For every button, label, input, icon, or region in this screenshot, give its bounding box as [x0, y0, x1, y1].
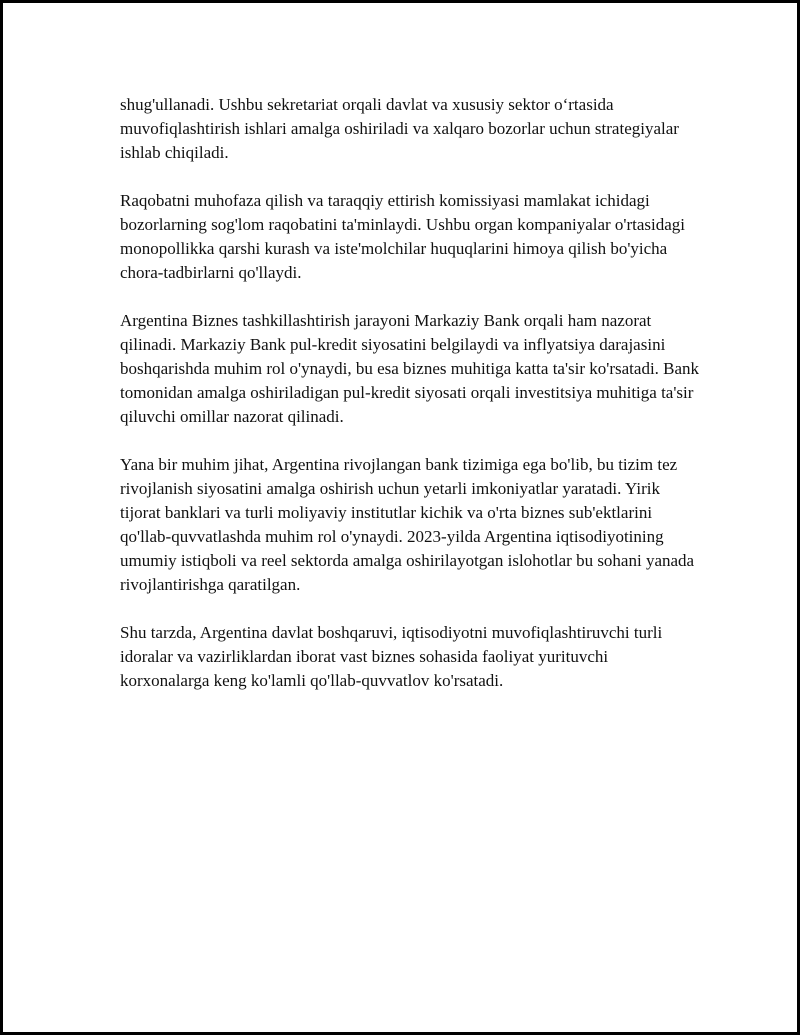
document-body [120, 93, 700, 693]
paragraph-central-bank: Argentina Biznes tashkillashtirish jarayoni Markaziy Bank orqali ham nazorat qilinadi. Markaziy Bank pul-kredit siyosatini belgilaydi va inflyatsiya darajasini boshqarishda muhim rol o'ynaydi, bu esa biznes muhitiga katta ta'sir ko'rsatadi. Bank tomonidan amalga oshiriladigan pul-kredit siyosati orqali investitsiya muhitiga ta'sir qiluvchi omillar nazorat qilinadi. [120, 311, 700, 426]
paragraph-banking-system: Yana bir muhim jihat, Argentina rivojlangan bank tizimiga ega bo'lib, bu tizim tez rivojlanish siyosatini amalga oshirish uchun yetarli imkoniyatlar yaratadi. Yirik tijorat banklari va turli moliyaviy institutlar kichik va o'rta biznes sub'ektlarini qo'llab-quvvatlashda muhim rol o'ynaydi. 2023-yilda Argentina iqtisodiyotining umumiy istiqboli va reel sektorda amalga oshirilayotgan islohotlar bu sohani yanada rivojlantirishga qaratilgan. [120, 455, 695, 594]
paragraph-competition-commission: Raqobatni muhofaza qilish va taraqqiy ettirish komissiyasi mamlakat ichidagi bozorlarning sog'lom raqobatini ta'minlaydi. Ushbu organ kompaniyalar o'rtasidagi monopollikka qarshi kurash va iste'molchilar huquqlarini himoya qilish bo'yicha chora-tadbirlarni qo'llaydi. [120, 191, 686, 282]
paragraph-conclusion: Shu tarzda, Argentina davlat boshqaruvi, iqtisodiyotni muvofiqlashtiruvchi turli idoralar va vazirliklardan iborat vast biznes sohasida faoliyat yurituvchi korxonalarga keng ko'lamli qo'llab-quvvatlov ko'rsatadi. [120, 623, 663, 690]
paragraph-secretariat: shug'ullanadi. Ushbu sekretariat orqali davlat va xususiy sektor o‘rtasida muvofiqlashtirish ishlari amalga oshiriladi va xalqaro bozorlar uchun strategiyalar ishlab chiqiladi. [120, 95, 679, 162]
